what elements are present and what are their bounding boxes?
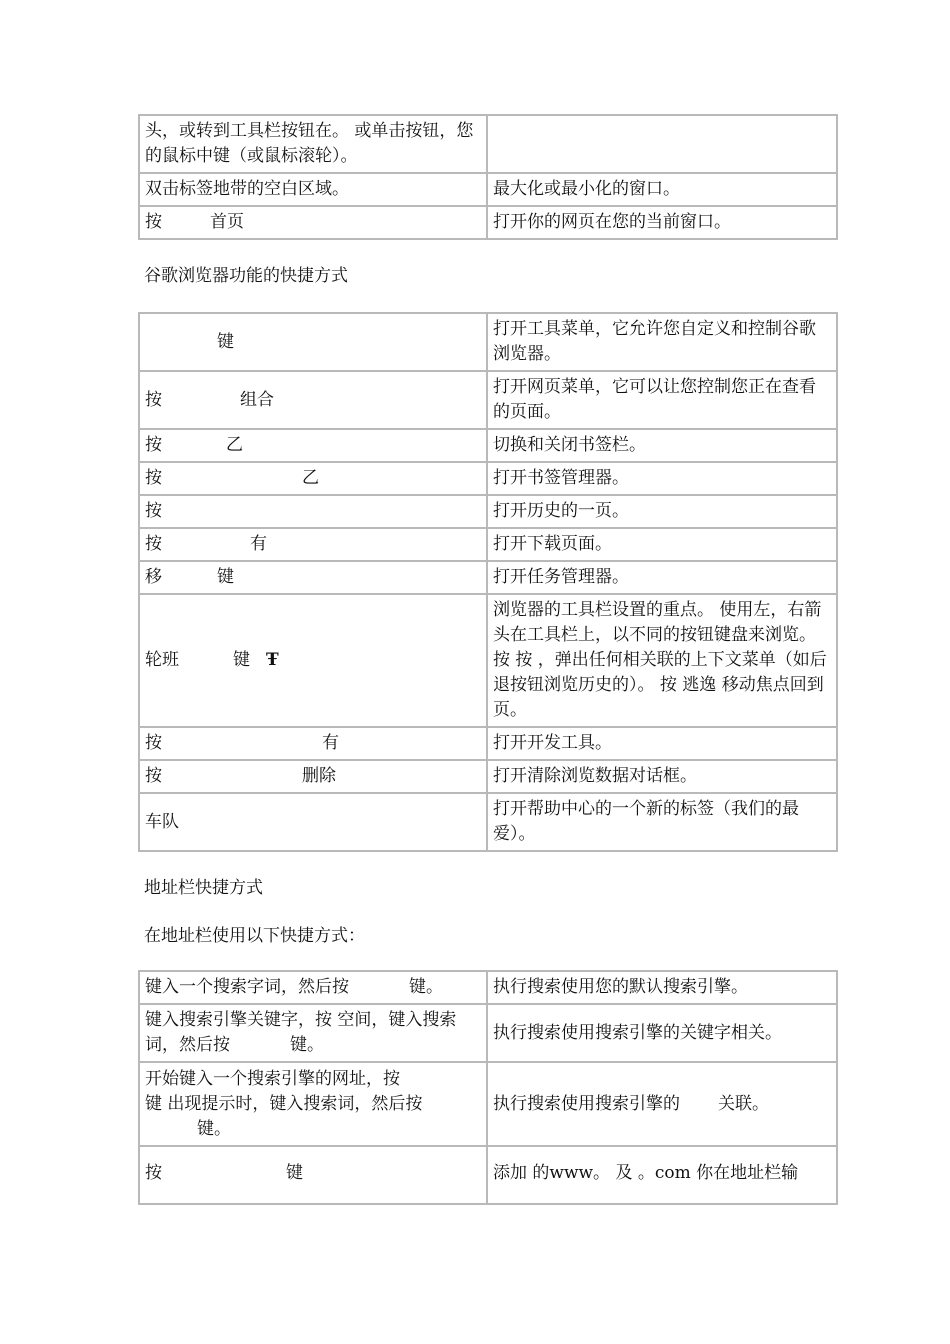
action-cell: 打开帮助中心的一个新的标签（我们的最爱）。 [487, 793, 837, 851]
shortcut-cell [139, 1004, 487, 1062]
key-text: 键 [233, 650, 250, 670]
key-text: 键。 [409, 977, 443, 997]
action-text: 执行搜索使用搜索引擎的 [493, 1093, 680, 1114]
shortcut-cell [139, 313, 487, 371]
action-cell: 浏览器的工具栏设置的重点。 使用左，右箭头在工具栏上，以不同的按钮键盘来浏览。 按 按 ，弹出任何相关联的上下文菜单（如后退按钮浏览历史的）。 按 逃逸 移动焦点回到页。 [487, 594, 837, 727]
key-text: 有 [250, 534, 267, 554]
shortcut-cell [139, 971, 487, 1004]
table-row [139, 1146, 837, 1204]
action-cell: 打开清除浏览数据对话框。 [487, 760, 837, 793]
table-row [139, 561, 837, 594]
shortcut-cell [139, 495, 487, 528]
key-text: 车队 [145, 811, 179, 832]
key-text: 有 [322, 733, 339, 753]
action-cell [487, 115, 837, 173]
key-glyph: Ŧ [266, 650, 279, 670]
table-row [139, 115, 837, 173]
key-text: 按 [145, 1163, 162, 1183]
action-cell: 添加 的www。 及 。com 你在地址栏输 [487, 1146, 837, 1204]
shortcut-cell [139, 528, 487, 561]
key-text: 按 [145, 212, 162, 232]
shortcut-cell [139, 561, 487, 594]
key-text: 键 出现提示时，键入搜索词，然后按 [145, 1093, 423, 1114]
key-text: 移 [145, 567, 162, 587]
key-text: 乙 [302, 468, 319, 488]
key-text: 按 [145, 501, 162, 521]
key-text: 键入搜索引擎关键字，按 空间，键入搜索词，然后按 [145, 1010, 457, 1055]
shortcut-cell: 双击标签地带的空白区域。 [139, 173, 487, 206]
section-intro: 在地址栏使用以下快捷方式： [144, 926, 365, 946]
shortcut-cell [139, 462, 487, 495]
key-text: 键 [286, 1163, 303, 1183]
shortcut-cell: 头，或转到工具栏按钮在。 或单击按钮，您的鼠标中键（或鼠标滚轮）。 [139, 115, 487, 173]
key-text: 开始键入一个搜索引擎的网址，按 [145, 1068, 400, 1089]
table-row [139, 1004, 837, 1062]
action-cell: 最大化或最小化的窗口。 [487, 173, 837, 206]
table-browser-shortcuts [138, 312, 838, 852]
key-text: 乙 [226, 435, 243, 455]
table-row [139, 971, 837, 1004]
section-heading: 谷歌浏览器功能的快捷方式 [144, 266, 348, 286]
key-text: 键 [217, 331, 234, 352]
key-text: 按 [145, 733, 162, 753]
action-cell: 打开历史的一页。 [487, 495, 837, 528]
key-text: 轮班 [145, 650, 179, 670]
table-row [139, 429, 837, 462]
key-text: 键。 [290, 1035, 324, 1055]
table-row [139, 371, 837, 429]
table-row [139, 495, 837, 528]
action-cell: 打开开发工具。 [487, 727, 837, 760]
key-text: 首页 [210, 212, 244, 232]
table-row [139, 760, 837, 793]
key-text: 按 [145, 766, 162, 786]
table-row [139, 206, 837, 239]
action-cell: 打开下载页面。 [487, 528, 837, 561]
action-cell: 执行搜索使用您的默认搜索引擎。 [487, 971, 837, 1004]
shortcut-cell [139, 1146, 487, 1204]
key-text: 组合 [240, 389, 274, 410]
shortcut-cell [139, 371, 487, 429]
shortcut-cell [139, 727, 487, 760]
action-cell: 打开任务管理器。 [487, 561, 837, 594]
shortcut-cell [139, 1062, 487, 1146]
action-cell: 切换和关闭书签栏。 [487, 429, 837, 462]
action-cell [487, 1062, 837, 1146]
shortcut-cell [139, 793, 487, 851]
action-cell: 打开书签管理器。 [487, 462, 837, 495]
table-row [139, 594, 837, 727]
key-text: 键。 [197, 1118, 231, 1139]
key-text: 按 [145, 468, 162, 488]
shortcut-cell [139, 429, 487, 462]
action-cell: 打开网页菜单，它可以让您控制您正在查看的页面。 [487, 371, 837, 429]
table-row [139, 528, 837, 561]
action-cell: 打开工具菜单，它允许您自定义和控制谷歌浏览器。 [487, 313, 837, 371]
key-text: 键 [217, 567, 234, 587]
table-row [139, 462, 837, 495]
action-text: 关联。 [718, 1093, 769, 1114]
shortcut-cell [139, 594, 487, 727]
table-mouse-shortcuts [138, 114, 838, 240]
key-text: 按 [145, 435, 162, 455]
table-row [139, 793, 837, 851]
key-text: 删除 [302, 766, 336, 786]
section-heading: 地址栏快捷方式 [144, 878, 263, 898]
action-cell: 打开你的网页在您的当前窗口。 [487, 206, 837, 239]
key-text: 键入一个搜索字词，然后按 [145, 977, 349, 997]
shortcut-cell [139, 760, 487, 793]
key-text: 按 [145, 389, 162, 410]
table-row [139, 1062, 837, 1146]
key-text: 按 [145, 534, 162, 554]
table-row [139, 313, 837, 371]
action-cell: 执行搜索使用搜索引擎的关键字相关。 [487, 1004, 837, 1062]
table-row [139, 173, 837, 206]
shortcut-cell [139, 206, 487, 239]
table-address-bar-shortcuts [138, 970, 838, 1205]
table-row [139, 727, 837, 760]
